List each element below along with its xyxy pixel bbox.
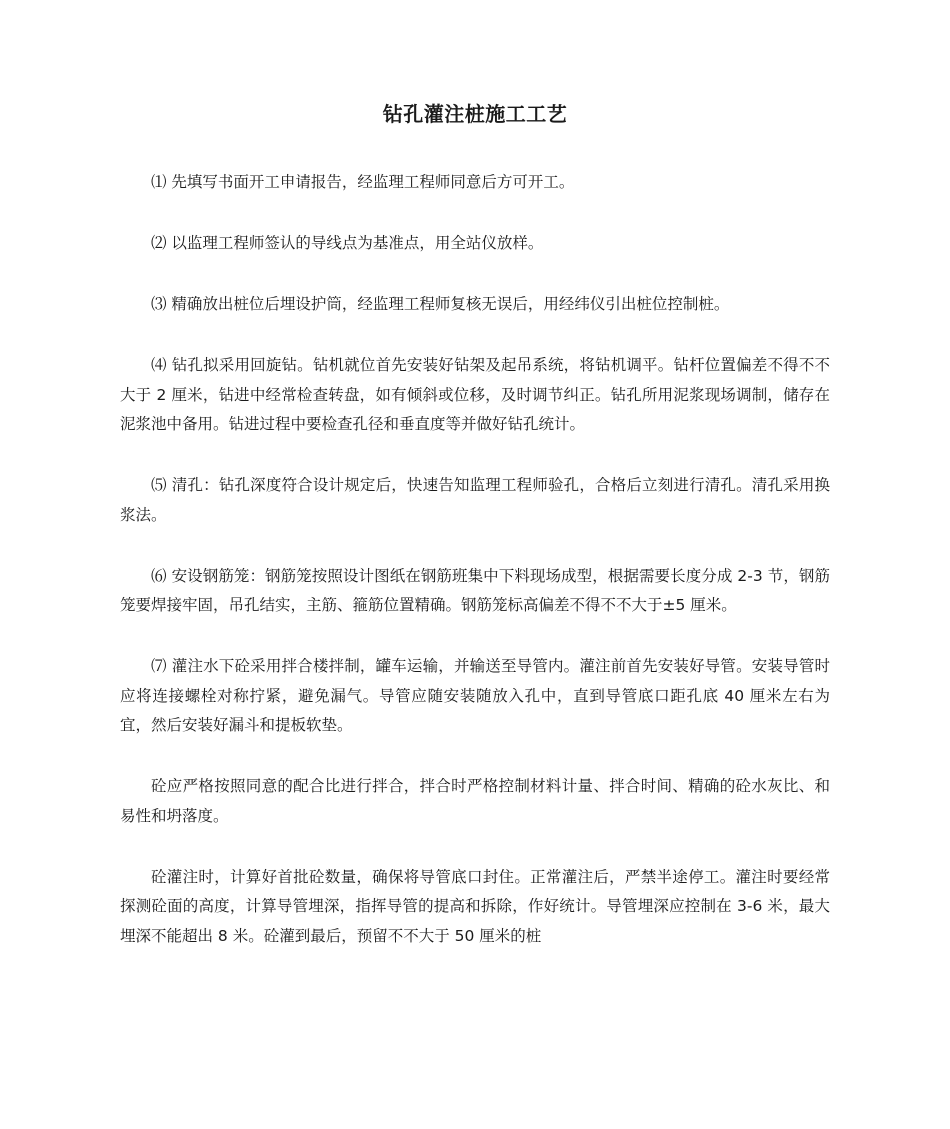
document-body — [120, 168, 830, 983]
paragraph-4: ⑷ 钻孔拟采用回旋钻。钻机就位首先安装好钻架及起吊系统，将钻机调平。钻杆位置偏差不得不不大于 2 厘米，钻进中经常检查转盘，如有倾斜或位移，及时调节纠正。钻孔所用泥浆现场调制，储存在泥浆池中备用。钻进过程中要检查孔径和垂直度等并做好钻孔统计。 — [120, 356, 830, 433]
paragraph-6: ⑹ 安设钢筋笼：钢筋笼按照设计图纸在钢筋班集中下料现场成型，根据需要长度分成 2-3 节，钢筋笼要焊接牢固，吊孔结实，主筋、箍筋位置精确。钢筋笼标高偏差不得不不大于±5 厘米。 — [120, 566, 830, 614]
paragraph-8: 砼应严格按照同意的配合比进行拌合，拌合时严格控制材料计量、拌合时间、精确的砼水灰比、和易性和坍落度。 — [120, 777, 830, 825]
paragraph-5: ⑸ 清孔：钻孔深度符合设计规定后，快速告知监理工程师验孔，合格后立刻进行清孔。清孔采用换浆法。 — [120, 476, 830, 524]
document-title: 钻孔灌注桩施工工艺 — [382, 102, 568, 126]
paragraph-2: ⑵ 以监理工程师签认的导线点为基准点，用全站仪放样。 — [151, 234, 544, 252]
paragraph-7: ⑺ 灌注水下砼采用拌合楼拌制，罐车运输，并输送至导管内。灌注前首先安装好导管。安装导管时应将连接螺栓对称拧紧，避免漏气。导管应随安装随放入孔中，直到导管底口距孔底 40 厘米左右为宜，然后安装好漏斗和提板软垫。 — [120, 657, 830, 734]
paragraph-1: ⑴ 先填写书面开工申请报告，经监理工程师同意后方可开工。 — [151, 173, 575, 191]
paragraph-3: ⑶ 精确放出桩位后埋设护筒，经监理工程师复核无误后，用经纬仪引出桩位控制桩。 — [151, 295, 730, 313]
paragraph-9: 砼灌注时，计算好首批砼数量，确保将导管底口封住。正常灌注后，严禁半途停工。灌注时要经常探测砼面的高度，计算导管埋深，指挥导管的提高和拆除，作好统计。导管埋深应控制在 3-6 米，最大埋深不能超出 8 米。砼灌到最后，预留不不大于 50 厘米的桩 — [120, 867, 830, 945]
